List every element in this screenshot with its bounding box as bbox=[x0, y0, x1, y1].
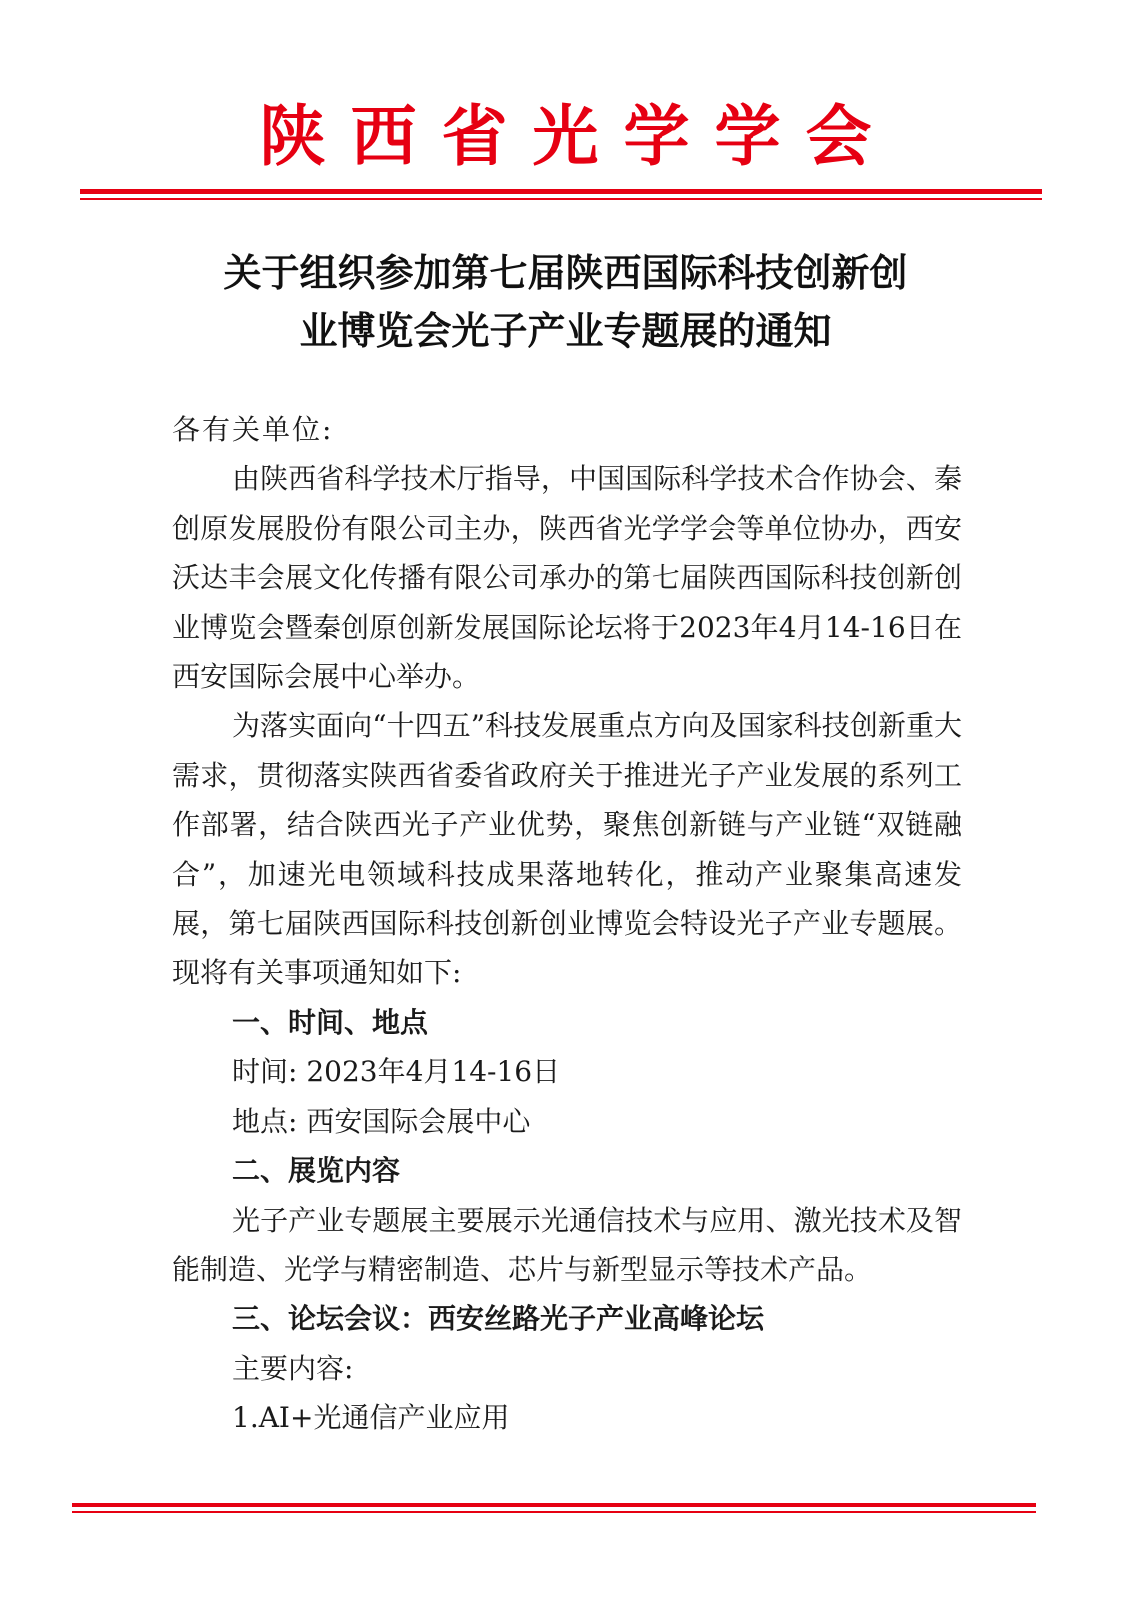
paragraph-exhibition-content: 光子产业专题展主要展示光通信技术与应用、激光技术及智能制造、光学与精密制造、芯片与新型显示等技术产品。 bbox=[172, 1203, 962, 1286]
document-title-line-1: 关于组织参加第七届陕西国际科技创新创 bbox=[223, 251, 908, 295]
salutation: 各有关单位: bbox=[172, 413, 334, 446]
letterhead-divider-thin bbox=[80, 198, 1042, 200]
section-heading-exhibition-content: 二、展览内容 bbox=[232, 1154, 401, 1188]
letterhead-divider-thick bbox=[80, 189, 1042, 194]
footer-divider-thin bbox=[72, 1511, 1036, 1513]
list-item: 1.AI+光通信产业应用 bbox=[232, 1401, 510, 1435]
section-heading-forum: 三、论坛会议：西安丝路光子产业高峰论坛 bbox=[232, 1302, 765, 1336]
time-line: 时间: 2023年4月14-16日 bbox=[232, 1055, 561, 1089]
place-line: 地点: 西安国际会展中心 bbox=[232, 1104, 531, 1138]
paragraph-purpose: 为落实面向“十四五”科技发展重点方向及国家科技创新重大需求，贯彻落实陕西省委省政府关于推进光子产业发展的系列工作部署，结合陕西光子产业优势，聚焦创新链与产业链“双链融合”，加速光电领域科技成果落地转化，推动产业聚集高速发展，第七届陕西国际科技创新创业博览会特设光子产业专题展。现将有关事项通知如下: bbox=[172, 709, 962, 990]
paragraph-intro: 由陕西省科学技术厅指导，中国国际科学技术合作协会、秦创原发展股份有限公司主办，陕西省光学学会等单位协办，西安沃达丰会展文化传播有限公司承办的第七届陕西国际科技创新创业博览会暨秦创原创新发展国际论坛将于2023年4月14-16日在西安国际会展中心举办。 bbox=[172, 462, 962, 694]
footer-divider-thick bbox=[72, 1503, 1036, 1507]
org-letterhead-title: 陕西省光学学会 bbox=[259, 98, 897, 175]
document-title-line-2: 业博览会光子产业专题展的通知 bbox=[299, 309, 832, 353]
main-content-label: 主要内容: bbox=[232, 1351, 354, 1385]
document-body bbox=[172, 405, 962, 1443]
section-heading-time-place: 一、时间、地点 bbox=[232, 1005, 429, 1039]
